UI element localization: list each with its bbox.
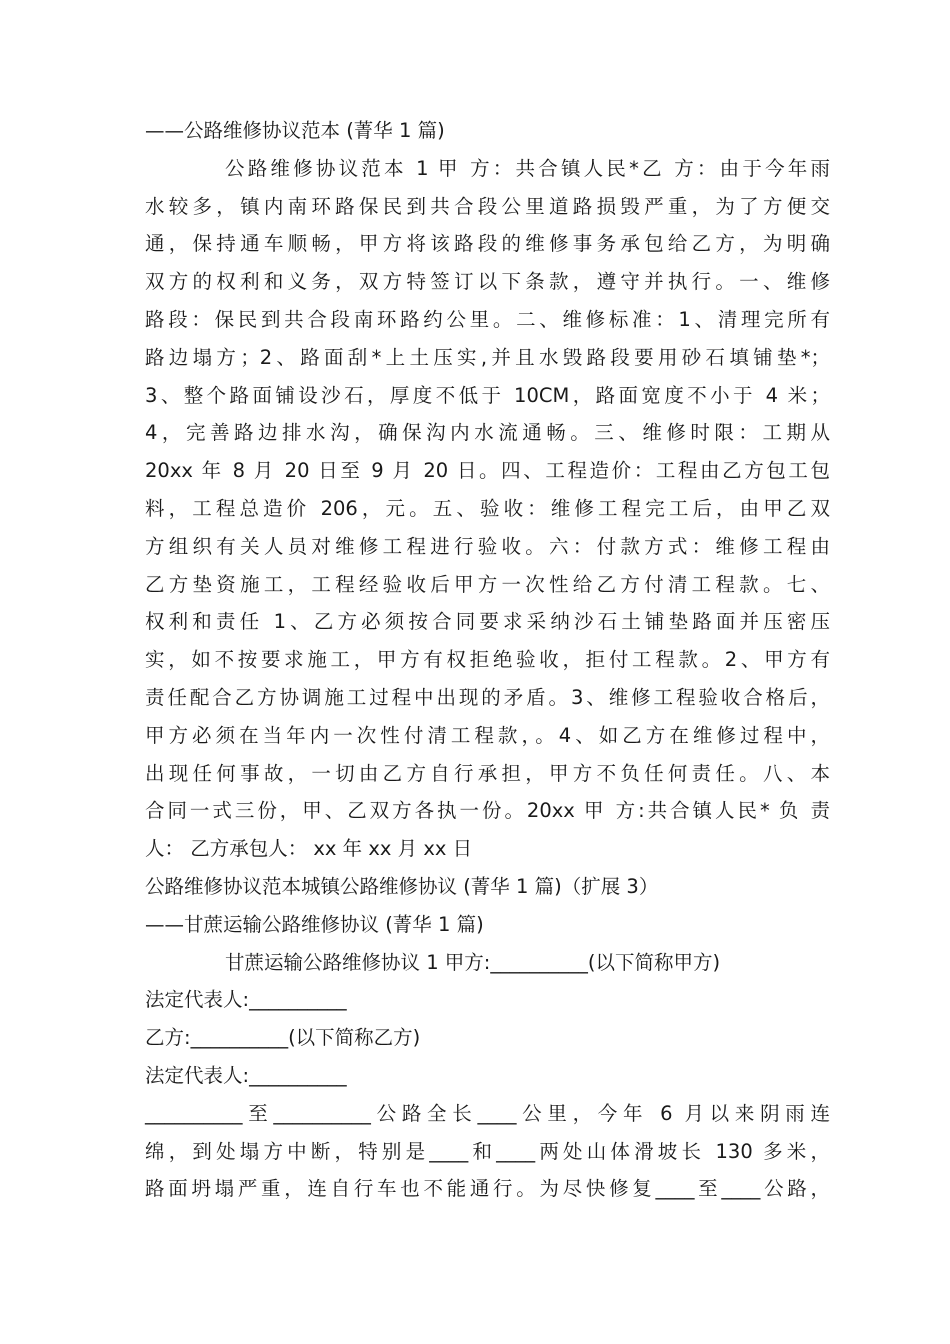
signature-line: 人： 乙方承包人： xx 年 xx 月 xx 日: [145, 837, 473, 861]
paragraph-line: 公路维修协议范本 1 甲 方：共合镇人民*乙 方：由于今年雨: [225, 156, 830, 180]
paragraph-line: 双方的权利和义务，双方特签订以下条款，遵守并执行。一、维修: [145, 270, 830, 294]
paragraph-line: 路边塌方；2、路面刮*上土压实,并且水毁路段要用砂石填铺垫*；: [145, 345, 830, 369]
paragraph-line: __________至__________公路全长____公里，今年 6 月以来阴雨连: [145, 1101, 830, 1125]
paragraph-line: 责任配合乙方协调施工过程中出现的矛盾。3、维修工程验收合格后，: [145, 685, 830, 709]
paragraph-line: 乙方垫资施工，工程经验收后甲方一次性给乙方付清工程款。七、: [145, 572, 830, 596]
paragraph-line: 合同一式三份，甲、乙双方各执一份。20xx 甲 方:共合镇人民* 负 责: [145, 799, 830, 823]
party-a-representative: 法定代表人:__________: [145, 988, 347, 1012]
paragraph-line: 绵，到处塌方中断，特别是____和____两处山体滑坡长 130 多米，: [145, 1139, 830, 1163]
party-b-representative: 法定代表人:__________: [145, 1063, 347, 1087]
paragraph-line: 甲方必须在当年内一次性付清工程款，。4、如乙方在维修过程中，: [145, 723, 830, 747]
paragraph-line: 实，如不按要求施工，甲方有权拒绝验收，拒付工程款。2、甲方有: [145, 648, 830, 672]
paragraph-line: 20xx 年 8 月 20 日至 9 月 20 日。四、工程造价：工程由乙方包工包: [145, 459, 830, 483]
paragraph-line: 权利和责任 1、乙方必须按合同要求采纳沙石土铺垫路面并压密压: [145, 610, 830, 634]
paragraph-line: 水较多，镇内南环路保民到共合段公里道路损毁严重，为了方便交: [145, 194, 830, 218]
paragraph-line: 方组织有关人员对维修工程进行验收。六：付款方式：维修工程由: [145, 534, 830, 558]
section-heading-2: ——甘蔗运输公路维修协议 (菁华 1 篇): [145, 912, 484, 936]
paragraph-line: 4，完善路边排水沟，确保沟内水流通畅。三、维修时限：工期从: [145, 421, 830, 445]
paragraph-line: 料，工程总造价 206，元。五、验收：维修工程完工后，由甲乙双: [145, 496, 830, 520]
document-page: [145, 112, 830, 1208]
paragraph-line: 通，保持通车顺畅，甲方将该路段的维修事务承包给乙方，为明确: [145, 232, 830, 256]
extension-title: 公路维修协议范本城镇公路维修协议 (菁华 1 篇)（扩展 3）: [145, 874, 659, 898]
section-heading-1: ——公路维修协议范本 (菁华 1 篇): [145, 119, 445, 142]
party-a-line: 甘蔗运输公路维修协议 1 甲方:__________(以下简称甲方): [225, 950, 721, 974]
party-b-line: 乙方:__________(以下简称乙方): [145, 1026, 421, 1050]
paragraph-line: 出现任何事故，一切由乙方自行承担，甲方不负任何责任。八、本: [145, 761, 830, 785]
paragraph-line: 3、整个路面铺设沙石，厚度不低于 10CM，路面宽度不小于 4 米；: [145, 383, 830, 407]
paragraph-line: 路面坍塌严重，连自行车也不能通行。为尽快修复____至____公路，: [145, 1177, 830, 1201]
paragraph-line: 路段：保民到共合段南环路约公里。二、维修标准：1、清理完所有: [145, 307, 830, 331]
